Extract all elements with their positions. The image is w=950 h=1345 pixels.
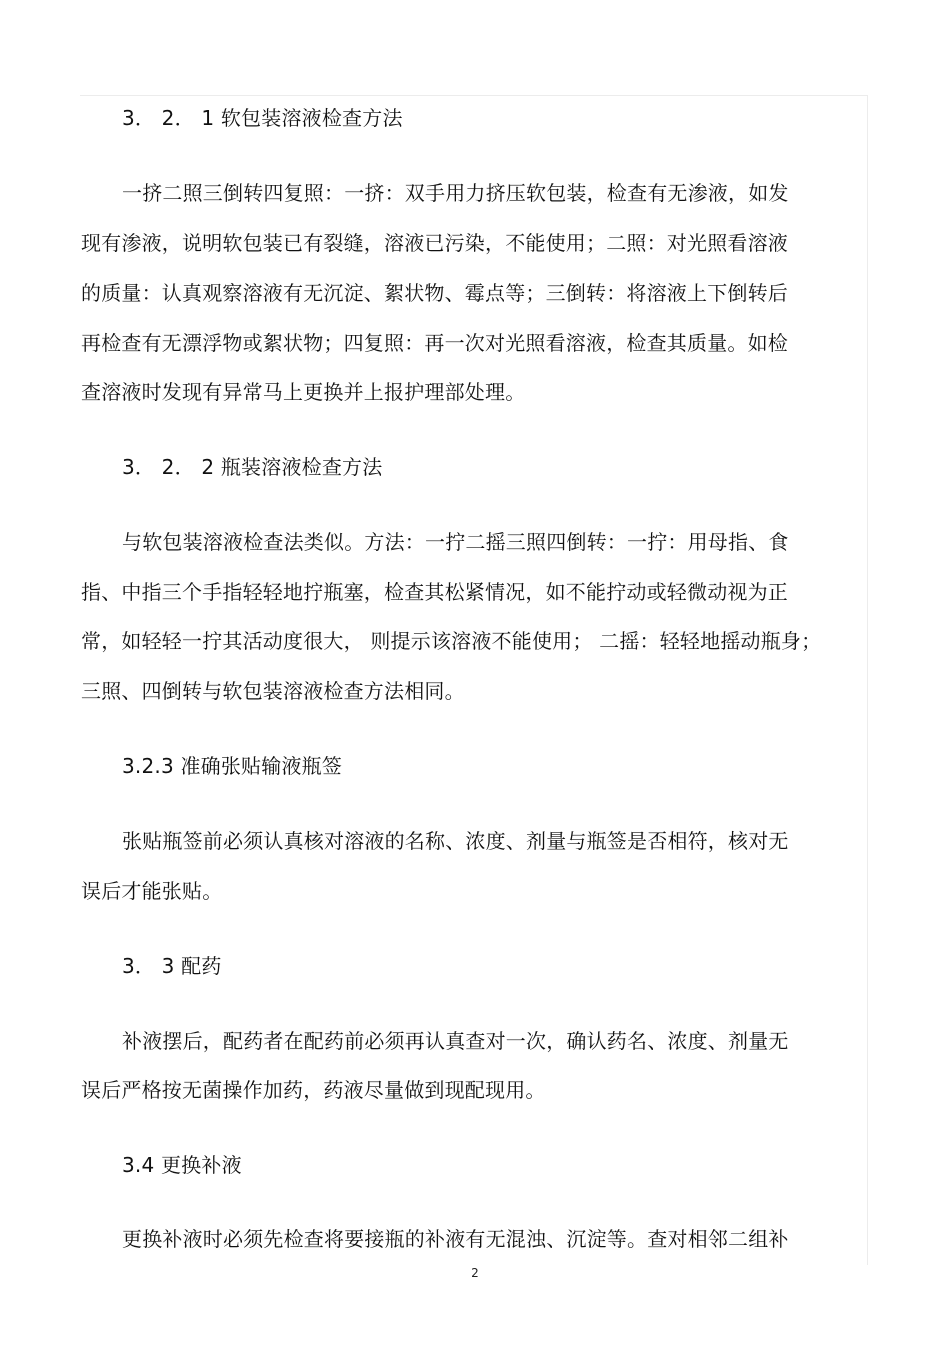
page-number: 2 (471, 1266, 479, 1280)
paragraph-line: 的质量：认真观察溶液有无沉淀、絮状物、霉点等；三倒转：将溶液上下倒转后 (81, 281, 788, 305)
paragraph-line: 指、中指三个手指轻轻地拧瓶塞，检查其松紧情况，如不能拧动或轻微动视为正 (81, 580, 788, 604)
paragraph-line: 一挤二照三倒转四复照：一挤：双手用力挤压软包装，检查有无渗液，如发 (122, 181, 789, 205)
paragraph-line: 补液摆后，配药者在配药前必须再认真查对一次，确认药名、浓度、剂量无 (122, 1029, 789, 1053)
paragraph-line: 误后才能张贴。 (81, 879, 223, 903)
paragraph-line: 张贴瓶签前必须认真核对溶液的名称、浓度、剂量与瓶签是否相符，核对无 (122, 829, 789, 853)
section-heading-3-2-1: 3． 2． 1 软包装溶液检查方法 (122, 106, 403, 130)
section-heading-3-2-2: 3． 2． 2 瓶装溶液检查方法 (122, 455, 383, 479)
paragraph-line: 更换补液时必须先检查将要接瓶的补液有无混浊、沉淀等。查对相邻二组补 (122, 1227, 789, 1251)
paragraph-line: 查溶液时发现有异常马上更换并上报护理部处理。 (81, 380, 526, 404)
paragraph-line: 常，如轻轻一拧其活动度很大， 则提示该溶液不能使用； 二摇：轻轻地摇动瓶身； (81, 629, 822, 653)
section-heading-3-2-3: 3.2.3 准确张贴输液瓶签 (122, 754, 343, 778)
section-heading-3-4: 3.4 更换补液 (122, 1153, 242, 1177)
paragraph-line: 与软包装溶液检查法类似。方法：一拧二摇三照四倒转：一拧：用母指、食 (122, 530, 789, 554)
paragraph-line: 再检查有无漂浮物或絮状物；四复照：再一次对光照看溶液，检查其质量。如检 (81, 331, 788, 355)
section-heading-3-3: 3． 3 配药 (122, 954, 222, 978)
paragraph-line: 误后严格按无菌操作加药，药液尽量做到现配现用。 (81, 1078, 546, 1102)
paragraph-line: 现有渗液，说明软包装已有裂缝，溶液已污染，不能使用；二照：对光照看溶液 (81, 231, 788, 255)
paragraph-line: 三照、四倒转与软包装溶液检查方法相同。 (81, 679, 465, 703)
